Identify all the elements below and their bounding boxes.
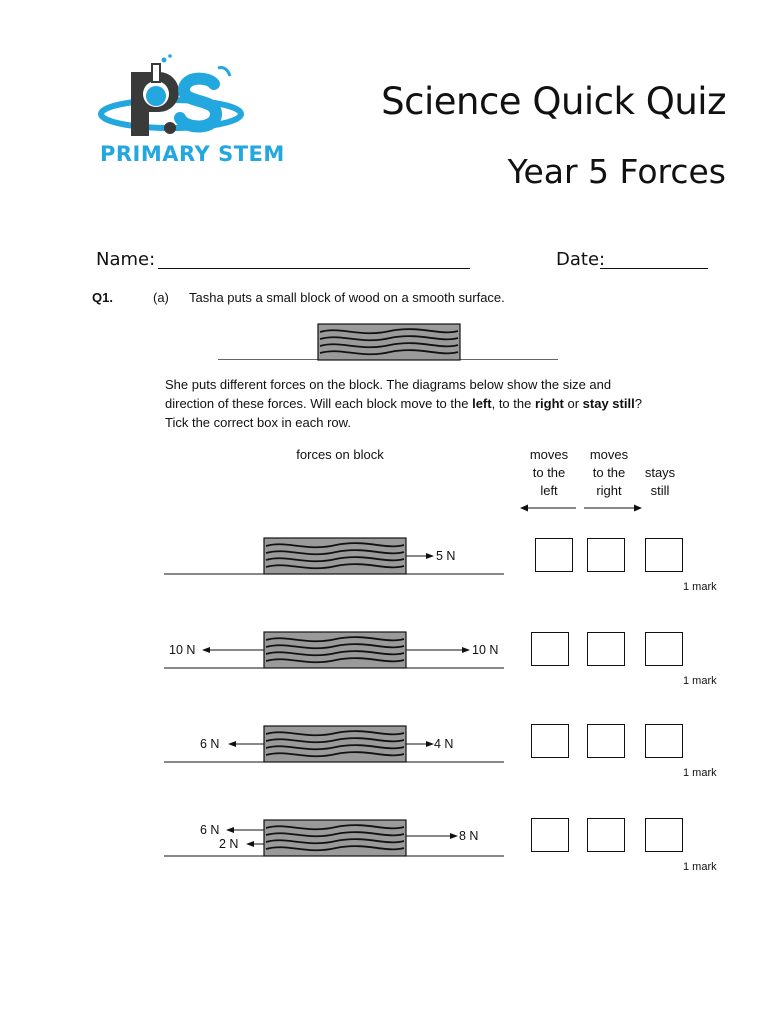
right-arrow-icon <box>584 502 642 514</box>
tickbox-row4-still[interactable] <box>645 818 683 852</box>
instructions-line-2 <box>165 394 705 413</box>
instructions-line-1: She puts different forces on the block. The diagrams below show the size and <box>165 377 612 392</box>
instructions <box>165 375 705 432</box>
instr-left-bold: left <box>472 396 492 411</box>
tickbox-row1-right[interactable] <box>587 538 625 572</box>
tickbox-row1-still[interactable] <box>645 538 683 572</box>
tickbox-row3-still[interactable] <box>645 724 683 758</box>
header-text: to the <box>532 465 566 480</box>
name-label: Name: <box>96 249 156 270</box>
question-part: (a) <box>153 290 169 305</box>
logo-mark-icon <box>96 54 256 144</box>
header-text: to the <box>592 465 626 480</box>
tickbox-row4-left[interactable] <box>531 818 569 852</box>
force-label-left: 10 N <box>169 643 196 657</box>
name-field[interactable] <box>158 268 470 269</box>
mark-label: 1 mark <box>683 581 717 593</box>
wood-block-icon <box>318 324 460 360</box>
instr-right-bold: right <box>534 396 564 411</box>
instr-text: or <box>563 396 583 411</box>
left-arrow-icon <box>520 502 578 514</box>
force-label-right: 8 N <box>459 829 479 843</box>
tickbox-row3-left[interactable] <box>531 724 569 758</box>
intro-block-diagram <box>218 322 558 362</box>
tickbox-row2-right[interactable] <box>587 632 625 666</box>
brand-name: PRIMARY STEM <box>100 142 285 166</box>
wood-block-icon <box>264 820 406 856</box>
force-label-left: 2 N <box>219 837 239 851</box>
question-intro: Tasha puts a small block of wood on a smooth surface. <box>189 290 505 305</box>
instr-text: direction of these forces. Will each block move to the <box>165 396 473 411</box>
header-text: still <box>650 483 670 498</box>
header-stays-still <box>630 464 690 500</box>
wood-block-icon <box>264 726 406 762</box>
instructions-line-3: Tick the correct box in each row. <box>165 415 351 430</box>
instr-still-bold: stay still <box>582 396 635 411</box>
tickbox-row1-left[interactable] <box>535 538 573 572</box>
instr-text: , to the <box>491 396 535 411</box>
tickbox-row2-still[interactable] <box>645 632 683 666</box>
wood-block-icon <box>264 538 406 574</box>
header-text: stays <box>644 465 676 480</box>
header-text: moves <box>589 447 629 462</box>
tickbox-row4-right[interactable] <box>587 818 625 852</box>
mark-label: 1 mark <box>683 675 717 687</box>
force-label-right: 4 N <box>434 737 454 751</box>
force-diagram-row-2 <box>164 630 510 670</box>
instr-text: ? <box>634 396 642 411</box>
mark-label: 1 mark <box>683 767 717 779</box>
wood-block-icon <box>264 632 406 668</box>
page-title: Science Quick Quiz <box>381 80 726 123</box>
header-text: left <box>540 483 558 498</box>
force-diagram-row-1 <box>164 536 510 576</box>
header-text: moves <box>529 447 569 462</box>
date-field[interactable] <box>600 268 708 269</box>
tickbox-row2-left[interactable] <box>531 632 569 666</box>
force-label-right: 5 N <box>436 549 456 563</box>
question-number: Q1. <box>92 290 113 305</box>
header-forces: forces on block <box>296 447 384 462</box>
force-label-left: 6 N <box>200 737 220 751</box>
header-text: right <box>596 483 622 498</box>
force-label-right: 10 N <box>472 643 499 657</box>
force-label-left: 6 N <box>200 823 220 837</box>
date-label: Date: <box>556 249 606 270</box>
page-subtitle: Year 5 Forces <box>507 152 726 191</box>
mark-label: 1 mark <box>683 861 717 873</box>
primary-stem-logo <box>96 54 285 174</box>
tickbox-row3-right[interactable] <box>587 724 625 758</box>
